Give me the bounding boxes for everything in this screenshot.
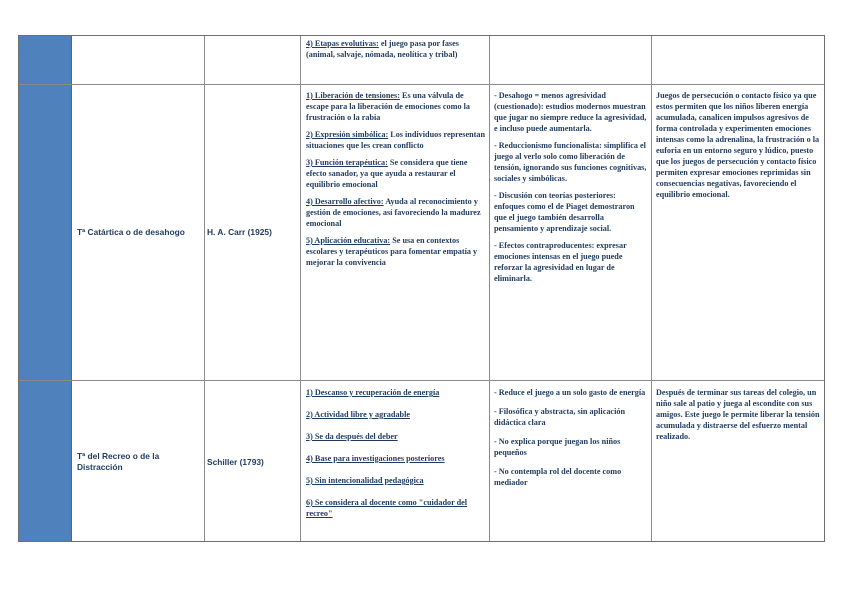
row2-points-cell (306, 387, 486, 519)
row2-theory-name: Tª del Recreo o de la Distracción (77, 451, 160, 472)
row2-critique: - No contempla rol del docente como mediador (494, 467, 622, 487)
row1-point: 5) Aplicación educativa: Se usa en contextos escolares y terapéuticos para fomentar empatía y mejorar la convivencia (306, 236, 478, 267)
row2-example-cell (656, 387, 822, 448)
row1-point: 4) Desarrollo afectivo: Ayuda al reconocimiento y gestión de emociones, así favoreciendo la madurez emocional (306, 197, 481, 228)
row1-points-cell (306, 90, 486, 274)
row1-theory-name: Tª Catártica o de desahogo (77, 227, 185, 237)
row2-point: 2) Actividad libre y agradable (306, 410, 411, 419)
theories-table (18, 35, 825, 542)
row2-critiques-cell (494, 387, 648, 488)
row1-critique: - Reduccionismo funcionalista: simplifica el juego al verlo solo como liberación de tensión, ignorando sus funciones cognitivas, sociales y simbólicas. (494, 141, 647, 183)
row1-critique: - Efectos contraproducentes: expresar emociones intensas en el juego puede reforzar la agresividad en lugar de eliminarla. (494, 241, 627, 283)
row2-example: Después de terminar sus tareas del colegio, un niño sale al patio y juega al escondite con sus amigos. Este juego le permite liberar la tensión acumulada y distraerse del esfuerzo mental realizado. (656, 388, 820, 441)
row0-stage-text: el juego pasa por fases (animal, salvaje, nómada, neolítica y tribal) (306, 39, 459, 59)
row1-author: H. A. Carr (1925) (207, 227, 272, 237)
row2-point: 1) Descanso y recuperación de energía (306, 388, 440, 397)
row2-point: 4) Base para investigaciones posteriores (306, 454, 445, 463)
row2-critique: - Filosófica y abstracta, sin aplicación didáctica clara (494, 407, 625, 427)
row2-point: 6) Se considera al docente como "cuidador del recreo" (306, 498, 468, 518)
row2-critique: - No explica porque juegan los niños pequeños (494, 437, 621, 457)
row1-example: Juegos de persecución o contacto físico ya que estos permiten que los niños liberen energía acumulada, canalicen impulsos agresivos de forma controlada y experimenten emociones intensas como la adrenalina, la frustración o la euforia en un entorno seguro y lúdico, puesto que los juegos de persecución y contacto físico permiten expresar emociones reprimidas sin consecuencias negativas, favoreciendo el equilibrio emocional. (656, 91, 820, 199)
row0-stage-title: 4) Etapas evolutivas: (306, 39, 379, 48)
row0-stage-cell (306, 38, 486, 66)
row1-critique: - Discusión con teorías posteriores: enfoques como el de Piaget demostraron que el juego también desarrolla pensamiento y aprendizaje social. (494, 191, 635, 233)
row1-point: 2) Expresión simbólica: Los individuos representan situaciones que les crean conflicto (306, 130, 486, 150)
row2-critique: - Reduce el juego a un solo gasto de energía (494, 388, 646, 397)
row1-point: 3) Función terapéutica: Se considera que tiene efecto sanador, ya que ayuda a restaurar el equilibrio emocional (306, 158, 468, 189)
row1-example-cell (656, 90, 822, 206)
row-divider-2 (19, 380, 824, 381)
row1-critiques-cell (494, 90, 648, 290)
row1-critique: - Desahogo = menos agresividad (cuestionado): estudios modernos muestran que jugar no siempre reduce la agresividad, e incluso puede aumentarla. (494, 91, 647, 133)
row-divider-1 (19, 84, 824, 85)
row1-point: 1) Liberación de tensiones: Es una válvula de escape para la liberación de emociones como la frustración o la rabia (306, 91, 470, 122)
row2-point: 3) Se da después del deber (306, 432, 398, 441)
row2-author: Schiller (1793) (207, 457, 264, 467)
row2-point: 5) Sin intencionalidad pedagógica (306, 476, 424, 485)
